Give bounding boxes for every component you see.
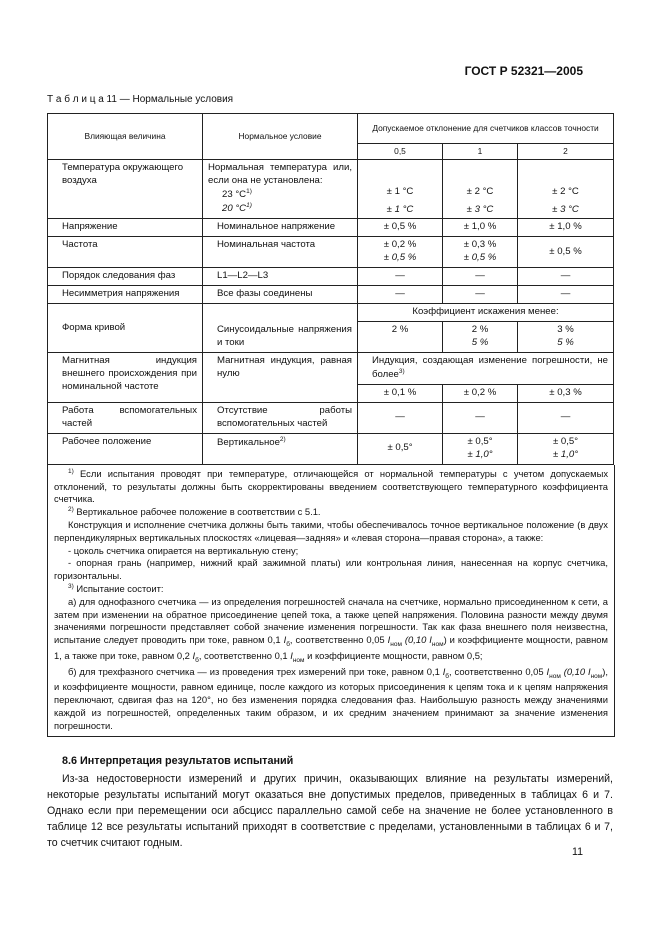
section-title: 8.6 Интерпретация результатов испытаний <box>62 755 294 767</box>
header-class-1: 1 <box>443 144 518 160</box>
row-position: Рабочее положение Вертикальное$^{2)}$ ± 0,5° ± 0,5° ± 1,0° ± 0,5° ± 1,0° <box>48 433 614 464</box>
header-deviation-group: Допускаемое отклонение для счетчиков классов точности <box>358 114 614 144</box>
row-voltage: Напряжение Номинальное напряжение ± 0,5 % ± 1,0 % ± 1,0 % <box>48 219 614 237</box>
row-magnetic-a: Магнитная индукция внешнего происхождения при номинальной частоте Магнитная индукция, равная нулю Индукция, создающая изменение погрешности, не более$^{3)}$ <box>48 352 614 384</box>
conditions-table-block <box>47 113 613 737</box>
footnote-3: $^{3)}$ Испытание состоит: <box>68 583 164 595</box>
row-waveform-b: 2 % 2 % 5 % 3 % 5 % <box>48 322 614 353</box>
footnote-2: $^{2)}$ Вертикальное рабочее положение в соответствии с 5.1. <box>68 506 321 518</box>
row-magnetic-b: ± 0,1 % ± 0,2 % ± 0,3 % <box>48 385 614 403</box>
header-class-2: 2 <box>518 144 614 160</box>
row-waveform-a: Форма кривой Синусоидальные напряжения и токи Коэффициент искажения менее: <box>48 304 614 322</box>
normal-conditions-table <box>47 113 614 465</box>
footnote-1: $^{1)}$ Если испытания проводят при температуре, отличающейся от нормальной температуры с учетом допускаемых отклонений, то результаты должны быть скорректированы введением соответствующего температурного коэффициента счетчика. <box>54 467 609 505</box>
standard-header: ГОСТ Р 52321—2005 <box>464 64 583 78</box>
row-asymmetry: Несимметрия напряжения Все фазы соединены — — — <box>48 286 614 304</box>
page-number: 11 <box>572 846 583 858</box>
header-influence: Влияющая величина <box>48 114 203 160</box>
header-class-0-5: 0,5 <box>358 144 443 160</box>
row-phase-order: Порядок следования фаз L1—L2—L3 — — — <box>48 268 614 286</box>
row-frequency: Частота Номинальная частота ± 0,2 % ± 0,5 % ± 0,3 % ± 0,5 % ± 0,5 % <box>48 237 614 268</box>
table-caption-label: Т а б л и ц а 11 <box>47 94 117 105</box>
header-normal-condition: Нормальное условие <box>203 114 358 160</box>
section-body-text: Из-за недостоверности измерений и других причин, оказывающих влияние на результаты измерений, некоторые результаты испытаний могут оказаться вне допустимых пределов, приведенных в таблицах 6 и 7. Однако если при перемещении оси абсцисс параллельно самой себе на значение не более установленного в таблице 12 все результаты испытаний приходят в соответствие с пределами, установленными в таблицах 6 и 7, то счетчик считают годным. <box>47 773 613 849</box>
table-footnotes: $^{1)}$ Если испытания проводят при температуре, отличающейся от нормальной температуры с учетом допускаемых отклонений, то результаты должны быть скорректированы введением соответствующего температурного коэффициента счетчика. $^{2)}$ Вертикальное рабочее положение в соответствии с 5.1. Конструкция и исполнение счетчика должны быть такими, чтобы обеспечивалось точное вертикальное положение (в двух перпендикулярных вертикальных плоскостях «лицевая—задняя» и «левая сторона—правая сторона», а также: - цоколь счетчика опирается на вертикальную стену; - опорная грань (например, нижний край зажимной платы) или контрольная линия, нанесенная на корпус счетчика, горизонтальны. $^{3)}$ Испытание состоит: а) для однофазного счетчика — из определения погрешностей сначала на счетчике, нормально присоединенном к сети, а затем при изменении на обратное присоединение цепей тока, а также цепей напряжения. Половина разности между двумя значениями погрешности представляет собой значение изменения погрешности. Так как фаза внешнего поля неизвестна, испытание следует проводить при токе, равном 0,1 $I_б$, соответственно 0,05 $I_{ном}$ (0,10 $I_{ном}$) и коэффициенте мощности, равном 1, а также при токе, равном 0,2 $I_б$, соответственно 0,1 $I_{ном}$ и коэффициенте мощности, равном 0,5; б) для трехфазного счетчика — из проведения трех измерений при токе, равном 0,1 $I_б$, соответственно 0,05 $I_{ном}$ (0,10 $I_{ном}$), и коэффициенте мощности, равном единице, после каждого из которых присоединения к цепям тока и к цепям напряжения переключают, сдвигая фаз на 120°, но без изменения порядка следования фаз. Наибольшую разность между значениями каждой из погрешностей, определенных таким образом, и их средним значением принимают за значение изменения погрешности. <box>47 465 615 738</box>
table-caption: Т а б л и ц а 11 — Нормальные условия <box>47 94 234 105</box>
table-caption-title: Нормальные условия <box>132 94 234 105</box>
row-temperature: Температура окружающего воздуха Нормальная температура или, если она не установлена: 23 $^\circ C^{1)}$ 20 $^\circ C^{1)}$ ± 1 °C ± 1 °C ± 2 °C ± 3 °C ± 2 °C ± 3 °C <box>48 160 614 219</box>
row-auxiliary: Работа вспомогательных частей Отсутствие работы вспомогательных частей — — — <box>48 402 614 433</box>
